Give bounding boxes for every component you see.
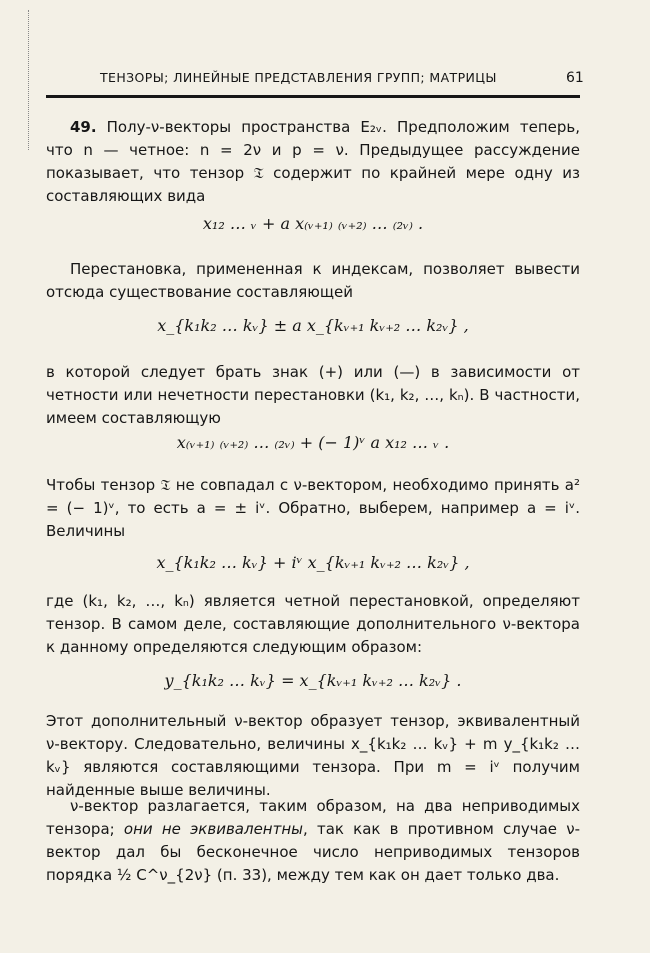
margin-marks — [28, 10, 39, 150]
formula-4: x_{k₁k₂ … kᵥ} + iᵛ x_{kᵥ₊₁ kᵥ₊₂ … k₂ᵥ} , — [156, 553, 470, 572]
formula-5: y_{k₁k₂ … kᵥ} = x_{kᵥ₊₁ kᵥ₊₂ … k₂ᵥ} . — [164, 671, 462, 690]
paragraph-2: Перестановка, примененная к индексам, позволяет вывести отсюда существование составляющей — [46, 260, 580, 301]
paragraph-6: Этот дополнительный ν-вектор образует тензор, эквивалентный ν-вектору. Следовательно, величины x_{k₁k₂ … kᵥ} + m y_{k₁k₂ … kᵥ} являются составляющими тензора. При m = iᵛ получим найденные выше величины. — [46, 712, 580, 799]
paragraph-1 — [46, 116, 580, 208]
formula-3: x₍ᵥ₊₁₎ ₍ᵥ₊₂₎ … ₍₂ᵥ₎ + (− 1)ᵛ a x₁₂ … ᵥ . — [176, 433, 450, 452]
page-number: 61 — [566, 70, 584, 86]
paragraph-7 — [46, 795, 580, 887]
paragraph-4: Чтобы тензор 𝔗 не совпадал с ν-вектором, необходимо принять a² = (− 1)ᵛ, то есть a = ± iᵛ. Обратно, выберем, например a = iᵛ. Величины — [46, 476, 580, 540]
formula-2: x_{k₁k₂ … kᵥ} ± a x_{kᵥ₊₁ kᵥ₊₂ … k₂ᵥ} , — [157, 316, 469, 335]
paragraph-1-text: Полу-ν-векторы пространства E₂ᵥ. Предположим теперь, что n — четное: n = 2ν и p = ν. Предыдущее рассуждение показывает, что тензор 𝔗 содержит по крайней мере одну из составляющих вида — [46, 118, 580, 205]
header-rule — [46, 95, 580, 98]
paragraph-7-start: ν-вектор разлагается, таким образом, на два неприводимых тензора; — [46, 797, 580, 838]
running-header: ТЕНЗОРЫ; ЛИНЕЙНЫЕ ПРЕДСТАВЛЕНИЯ ГРУПП; МАТРИЦЫ — [100, 70, 497, 85]
paragraph-7-end: , так как в противном случае ν-вектор дал бы бесконечное число неприводимых тензоров порядка ½ C^ν_{2ν} (п. 33), между тем как он дает только два. — [46, 820, 581, 884]
paragraph-3: в которой следует брать знак (+) или (—) в зависимости от четности или нечетности перестановки (k₁, k₂, …, kₙ). В частности, имеем составляющую — [46, 363, 580, 427]
paragraph-7-emphasis: они не эквивалентны — [123, 820, 303, 838]
formula-1: x₁₂ … ᵥ + a x₍ᵥ₊₁₎ ₍ᵥ₊₂₎ … ₍₂ᵥ₎ . — [202, 214, 424, 233]
section-number: 49. — [70, 118, 97, 136]
paragraph-5: где (k₁, k₂, …, kₙ) является четной перестановкой, определяют тензор. В самом деле, составляющие дополнительного ν-вектора к данному определяются следующим образом: — [46, 592, 580, 656]
